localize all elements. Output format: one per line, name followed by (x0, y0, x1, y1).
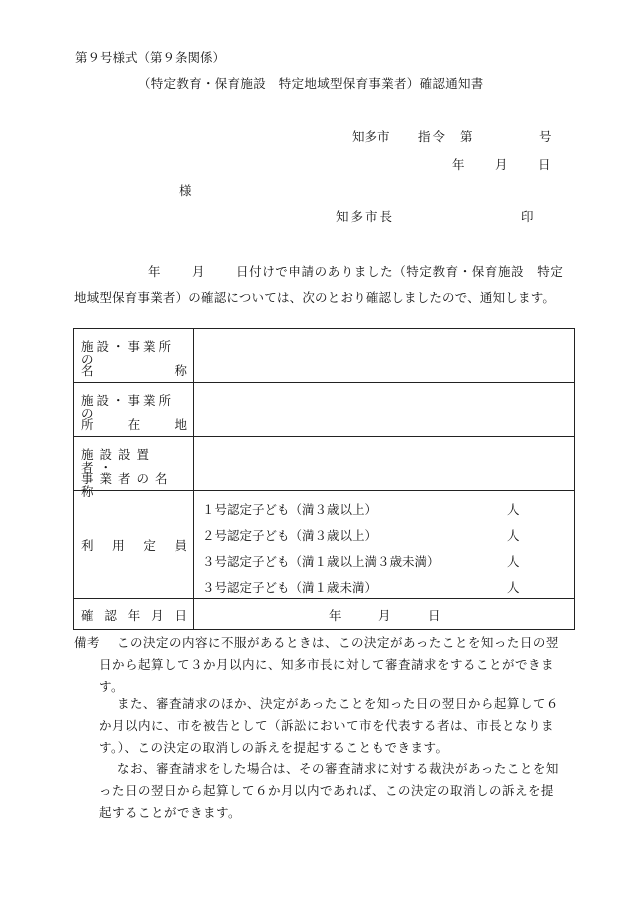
label-char-tei: 定 (143, 538, 156, 553)
addressee-sama: 様 (179, 183, 192, 198)
ref-day: 日 (538, 157, 551, 172)
label-char-nin: 認 (104, 608, 117, 623)
remarks-p3-line1: なお、審査請求をした場合は、その審査請求に対する裁決があったことを知 (117, 761, 559, 776)
ref-designation: 指令 (418, 129, 448, 144)
remarks-heading: 備考 (74, 635, 101, 650)
capacity-item-3: ３号認定子ども（満１歳以上満３歳未満） (202, 554, 440, 569)
capacity-unit-2: 人 (507, 528, 520, 543)
remarks-p2-line1: また、審査請求のほか、決定があったことを知った日の翌日から起算して６ (117, 696, 559, 711)
label-facility-name-1 (81, 341, 187, 366)
label-char-you: 用 (112, 538, 125, 553)
remarks-p3-line2: った日の翌日から起算して６か月以内であれば、この決定の取消しの訴えを提 (99, 783, 555, 798)
ref-city: 知多市 (352, 129, 390, 144)
label-text: 施設・事業所の (81, 393, 175, 421)
label-char-sho: 所 (81, 417, 94, 432)
capacity-item-4: ３号認定子ども（満１歳未満） (202, 580, 378, 595)
ref-dai: 第 (460, 129, 473, 144)
label-location-2 (81, 419, 187, 432)
row-facility-location (74, 383, 574, 437)
form-number: 第９号様式（第９条関係） (75, 50, 226, 65)
label-text: 施設・事業所の (81, 339, 175, 367)
document-title: （特定教育・保育施設 特定地域型保育事業者）確認通知書 (138, 76, 484, 91)
label-char-nen: 年 (127, 608, 141, 623)
row-confirmation-date (74, 599, 574, 631)
date-month: 月 (378, 608, 391, 623)
row-facility-name (74, 329, 574, 383)
label-char-na: 名 (81, 363, 94, 378)
ref-go: 号 (539, 129, 552, 144)
capacity-item-1: １号認定子ども（満３歳以上） (202, 502, 378, 517)
remarks-p2-line2: か月以内に、市を被告として（訴訟において市を代表する者は、市長となりま (99, 718, 555, 733)
label-capacity (81, 540, 187, 553)
seal-mark: 印 (521, 209, 534, 224)
date-year: 年 (329, 608, 342, 623)
label-char-shou: 称 (174, 363, 187, 378)
label-text: 施設設置者・ (81, 447, 156, 475)
body-year: 年 (148, 264, 161, 279)
capacity-item-2: ２号認定子ども（満３歳以上） (202, 528, 378, 543)
row-capacity (74, 491, 574, 599)
body-month: 月 (192, 264, 205, 279)
label-char-chi: 地 (174, 417, 187, 432)
remarks-p1-line2: 日から起算して３か月以内に、知多市長に対して審査請求をすることができま (99, 657, 555, 672)
label-char-gatsu: 月 (151, 608, 164, 623)
capacity-unit-3: 人 (507, 554, 520, 569)
ref-year: 年 (452, 157, 465, 172)
remarks-p1-line3: す。 (99, 679, 125, 694)
label-facility-name-2 (81, 365, 187, 378)
sender-mayor: 知多市長 (336, 209, 395, 224)
label-char-kaku: 確 (81, 608, 94, 623)
label-text: 事業者の名称 (81, 471, 174, 499)
capacity-unit-4: 人 (507, 580, 520, 595)
label-char-zai: 在 (127, 417, 141, 432)
confirmation-table (73, 328, 575, 630)
capacity-unit-1: 人 (507, 502, 520, 517)
body-line-2: 地域型保育事業者）の確認については、次のとおり確認しましたので、通知します。 (74, 290, 556, 305)
label-confirmation-date (81, 610, 187, 623)
label-char-in: 員 (174, 538, 187, 553)
remarks-p3-line3: 起することができます。 (99, 805, 242, 820)
ref-month: 月 (495, 157, 508, 172)
date-day: 日 (428, 608, 441, 623)
label-char-ri: 利 (81, 538, 94, 553)
remarks-p2-line3: す。）、この決定の取消しの訴えを提起することもできます。 (99, 740, 449, 755)
row-owner-name (74, 437, 574, 499)
body-line-1: 日付けで申請のありました（特定教育・保育施設 特定 (236, 264, 564, 279)
remarks-p1-line1: この決定の内容に不服があるときは、この決定があったことを知った日の翌 (117, 635, 559, 650)
label-char-hi: 日 (174, 608, 187, 623)
